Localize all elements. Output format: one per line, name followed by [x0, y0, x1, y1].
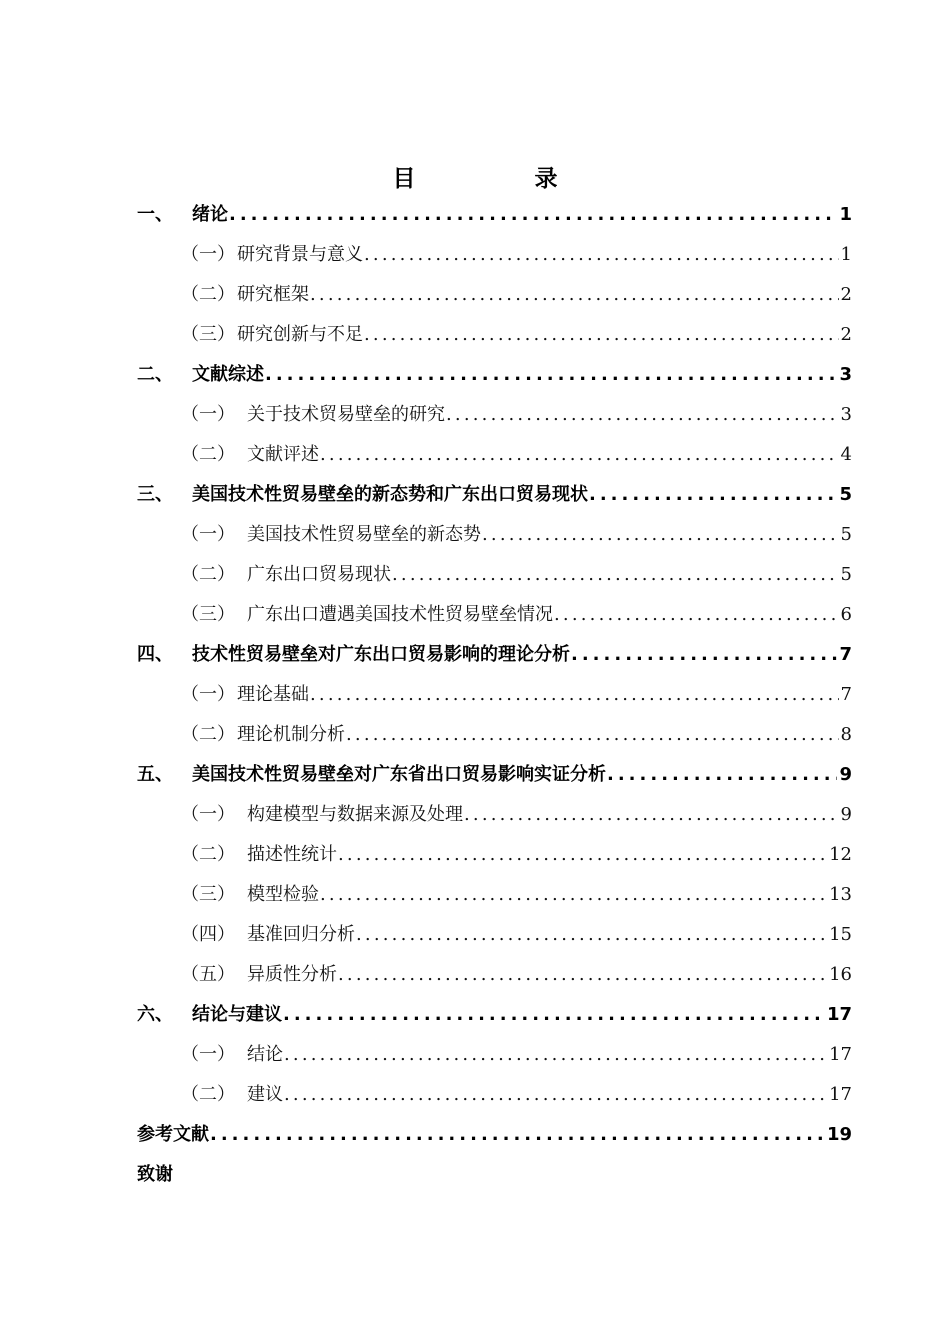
toc-entry-title: 描述性统计 — [247, 844, 337, 865]
toc-entry-title: 参考文献 — [137, 1124, 209, 1145]
toc-dot-leader — [319, 875, 827, 915]
toc-dot-leader — [309, 275, 839, 315]
toc-section-entry[interactable] — [137, 435, 852, 475]
toc-chapter-entry[interactable] — [137, 1155, 852, 1195]
toc-section-entry[interactable] — [137, 395, 852, 435]
toc-chapter-entry[interactable] — [137, 195, 852, 235]
toc-dot-leader — [481, 515, 839, 555]
toc-page-number: 2 — [840, 324, 852, 345]
toc-dot-leader — [363, 315, 839, 355]
toc-dot-leader — [283, 1035, 827, 1075]
toc-dot-leader — [228, 195, 837, 235]
toc-entry-number: 四、 — [137, 644, 173, 665]
toc-entry-title: 研究创新与不足 — [237, 324, 363, 345]
toc-entry-title: 构建模型与数据来源及处理 — [247, 804, 463, 825]
toc-section-entry[interactable] — [137, 1035, 852, 1075]
toc-dot-leader — [337, 835, 827, 875]
toc-dot-leader — [209, 1115, 825, 1155]
toc-dot-leader — [282, 995, 825, 1035]
toc-page-number: 9 — [840, 804, 852, 825]
toc-entry-title: 研究框架 — [237, 284, 309, 305]
toc-dot-leader — [345, 715, 839, 755]
toc-section-entry[interactable] — [137, 275, 852, 315]
toc-entry-number: （一） — [181, 804, 235, 825]
toc-section-entry[interactable] — [137, 915, 852, 955]
toc-entry-title: 理论基础 — [237, 684, 309, 705]
toc-section-entry[interactable] — [137, 875, 852, 915]
toc-entry-number: （一） — [181, 404, 235, 425]
toc-section-entry[interactable] — [137, 555, 852, 595]
toc-section-entry[interactable] — [137, 715, 852, 755]
toc-entry-title: 文献综述 — [192, 364, 264, 385]
toc-dot-leader — [391, 555, 839, 595]
toc-entry-number: （三） — [181, 604, 235, 625]
toc-section-entry[interactable] — [137, 675, 852, 715]
toc-entry-title: 研究背景与意义 — [237, 244, 363, 265]
toc-section-entry[interactable] — [137, 235, 852, 275]
toc-page-number: 6 — [840, 604, 852, 625]
toc-dot-leader — [264, 355, 837, 395]
toc-page-number: 9 — [839, 764, 852, 785]
toc-dot-leader — [283, 1075, 827, 1115]
toc-entry-number: 二、 — [137, 364, 173, 385]
toc-chapter-entry[interactable] — [137, 755, 852, 795]
toc-entry-title: 关于技术贸易壁垒的研究 — [247, 404, 445, 425]
toc-page-number: 3 — [840, 404, 852, 425]
toc-page-number: 12 — [829, 844, 852, 865]
toc-section-entry[interactable] — [137, 795, 852, 835]
toc-page-number: 17 — [829, 1084, 852, 1105]
toc-chapter-entry[interactable] — [137, 475, 852, 515]
toc-entry-title: 美国技术性贸易壁垒的新态势和广东出口贸易现状 — [192, 484, 588, 505]
toc-dot-leader — [355, 915, 827, 955]
toc-entry-number: （二） — [181, 1084, 235, 1105]
toc-page-number: 5 — [840, 564, 852, 585]
toc-entry-title: 结论与建议 — [192, 1004, 282, 1025]
toc-entry-title: 绪论 — [192, 204, 228, 225]
toc-entry-number: （三） — [181, 884, 235, 905]
toc-dot-leader — [337, 955, 827, 995]
toc-dot-leader — [606, 755, 837, 795]
toc-entry-number: （二） — [181, 844, 235, 865]
toc-entry-title: 美国技术性贸易壁垒的新态势 — [247, 524, 481, 545]
toc-dot-leader — [463, 795, 839, 835]
toc-entry-number: （一） — [181, 244, 235, 265]
toc-dot-leader — [309, 675, 839, 715]
toc-entry-number: （五） — [181, 964, 235, 985]
toc-page-number: 7 — [839, 644, 852, 665]
table-of-contents — [137, 195, 852, 1195]
toc-page-number: 8 — [840, 724, 852, 745]
toc-dot-leader — [445, 395, 839, 435]
toc-page-number: 19 — [826, 1124, 852, 1145]
toc-page-number: 16 — [829, 964, 852, 985]
toc-page-number: 3 — [839, 364, 852, 385]
toc-entry-number: （二） — [181, 444, 235, 465]
toc-page-number: 7 — [840, 684, 852, 705]
toc-page-number: 17 — [826, 1004, 852, 1025]
toc-page-number: 15 — [829, 924, 852, 945]
toc-page-number: 5 — [840, 524, 852, 545]
toc-page-number: 1 — [840, 244, 852, 265]
toc-page-number: 1 — [839, 204, 852, 225]
toc-page-number: 17 — [829, 1044, 852, 1065]
toc-dot-leader — [363, 235, 839, 275]
toc-entry-number: （二） — [181, 564, 235, 585]
toc-entry-number: 五、 — [137, 764, 173, 785]
toc-entry-title: 广东出口贸易现状 — [247, 564, 391, 585]
toc-entry-title: 广东出口遭遇美国技术性贸易壁垒情况 — [247, 604, 553, 625]
toc-page-number: 13 — [829, 884, 852, 905]
toc-entry-number: （四） — [181, 924, 235, 945]
toc-dot-leader — [319, 435, 839, 475]
toc-chapter-entry[interactable] — [137, 355, 852, 395]
toc-page-number: 2 — [840, 284, 852, 305]
toc-entry-number: 六、 — [137, 1004, 173, 1025]
toc-dot-leader — [553, 595, 839, 635]
toc-dot-leader — [588, 475, 837, 515]
toc-entry-number: （一） — [181, 684, 235, 705]
toc-entry-number: （二） — [181, 284, 235, 305]
toc-section-entry[interactable] — [137, 315, 852, 355]
toc-entry-number: （三） — [181, 324, 235, 345]
toc-entry-title: 建议 — [247, 1084, 283, 1105]
toc-entry-number: （二） — [181, 724, 235, 745]
page-title: 目 录 — [392, 166, 606, 192]
toc-section-entry[interactable] — [137, 835, 852, 875]
toc-dot-leader — [570, 635, 837, 675]
toc-entry-number: 一、 — [137, 204, 173, 225]
toc-entry-title: 模型检验 — [247, 884, 319, 905]
toc-section-entry[interactable] — [137, 1075, 852, 1115]
toc-entry-title: 美国技术性贸易壁垒对广东省出口贸易影响实证分析 — [192, 764, 606, 785]
toc-section-entry[interactable] — [137, 515, 852, 555]
toc-entry-title: 结论 — [247, 1044, 283, 1065]
toc-entry-title: 致谢 — [137, 1164, 173, 1185]
toc-entry-title: 基准回归分析 — [247, 924, 355, 945]
toc-chapter-entry[interactable] — [137, 635, 852, 675]
toc-entry-title: 理论机制分析 — [237, 724, 345, 745]
toc-entry-number: （一） — [181, 1044, 235, 1065]
toc-entry-number: （一） — [181, 524, 235, 545]
toc-entry-title: 文献评述 — [247, 444, 319, 465]
toc-chapter-entry[interactable] — [137, 1115, 852, 1155]
toc-section-entry[interactable] — [137, 595, 852, 635]
toc-chapter-entry[interactable] — [137, 995, 852, 1035]
toc-page-number: 4 — [840, 444, 852, 465]
toc-page-number: 5 — [839, 484, 852, 505]
toc-entry-title: 异质性分析 — [247, 964, 337, 985]
toc-entry-number: 三、 — [137, 484, 173, 505]
toc-entry-title: 技术性贸易壁垒对广东出口贸易影响的理论分析 — [192, 644, 570, 665]
toc-section-entry[interactable] — [137, 955, 852, 995]
